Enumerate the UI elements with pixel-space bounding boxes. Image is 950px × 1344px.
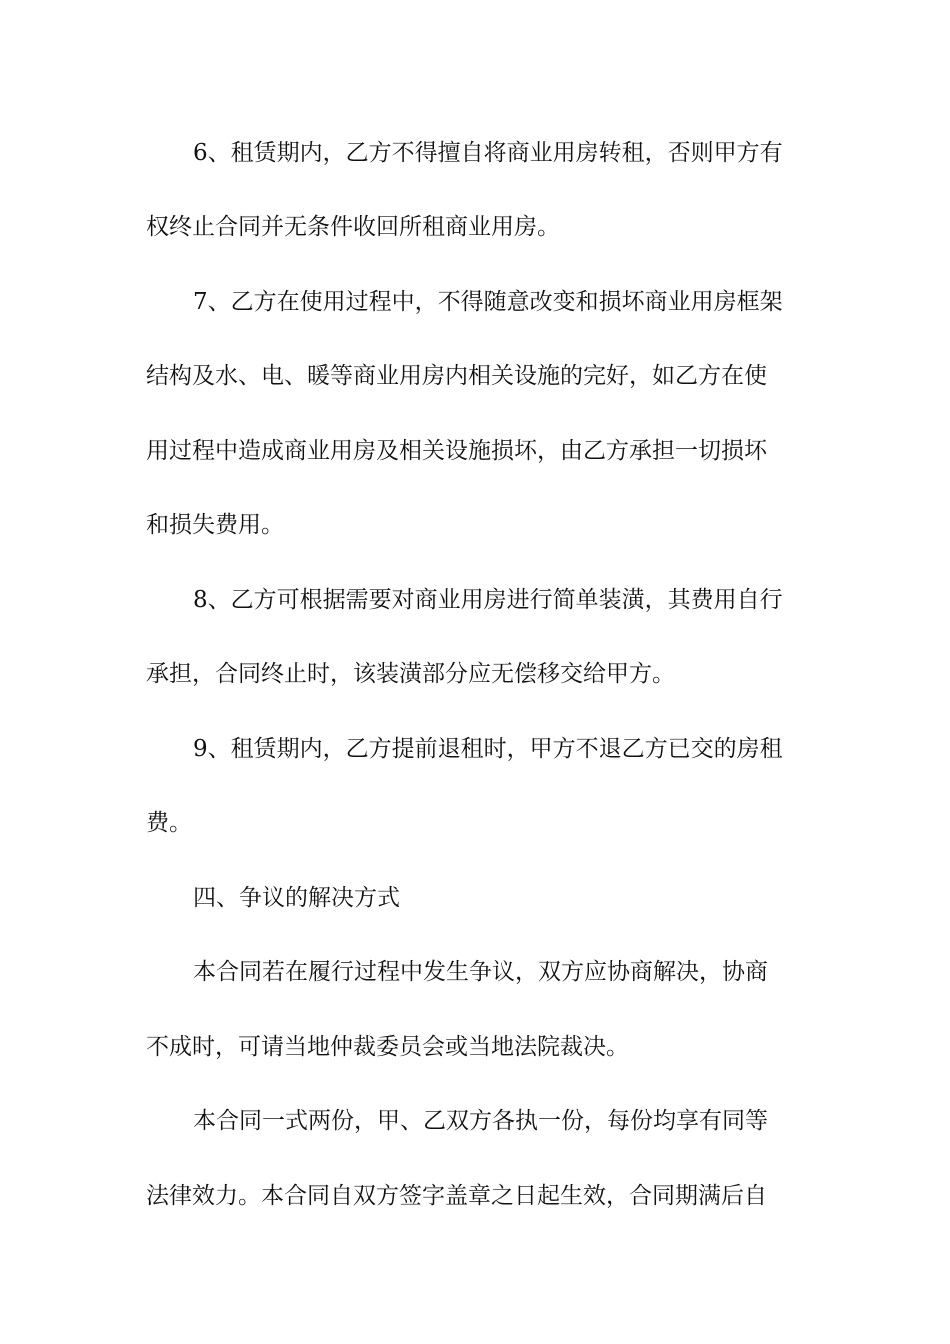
copies-paragraph-line-1: 本合同一式两份，甲、乙双方各执一份，每份均享有同等 <box>193 1108 768 1134</box>
clause-6-line-1: 6、租赁期内，乙方不得擅自将商业用房转租，否则甲方有 <box>193 140 783 166</box>
clause-8-line-2: 承担，合同终止时，该装潢部分应无偿移交给甲方。 <box>146 661 675 687</box>
clause-9-line-2: 费。 <box>146 810 192 836</box>
clause-7-line-4: 和损失费用。 <box>146 512 284 538</box>
clause-8-line-1: 8、乙方可根据需要对商业用房进行简单装潢，其费用自行 <box>193 587 783 613</box>
clause-7-line-1: 7、乙方在使用过程中，不得随意改变和损坏商业用房框架 <box>193 289 783 315</box>
clause-7-line-3: 用过程中造成商业用房及相关设施损坏，由乙方承担一切损坏 <box>146 438 767 464</box>
clause-7-line-2: 结构及水、电、暖等商业用房内相关设施的完好，如乙方在使 <box>146 363 767 389</box>
section-heading: 四、争议的解决方式 <box>193 885 400 911</box>
copies-paragraph-line-2: 法律效力。本合同自双方签字盖章之日起生效，合同期满后自 <box>146 1183 767 1209</box>
clause-9-line-1: 9、租赁期内，乙方提前退租时，甲方不退乙方已交的房租 <box>193 736 783 762</box>
dispute-paragraph-line-2: 不成时，可请当地仲裁委员会或当地法院裁决。 <box>146 1034 629 1060</box>
dispute-paragraph-line-1: 本合同若在履行过程中发生争议，双方应协商解决，协商 <box>193 959 768 985</box>
clause-6-line-2: 权终止合同并无条件收回所租商业用房。 <box>146 214 560 240</box>
